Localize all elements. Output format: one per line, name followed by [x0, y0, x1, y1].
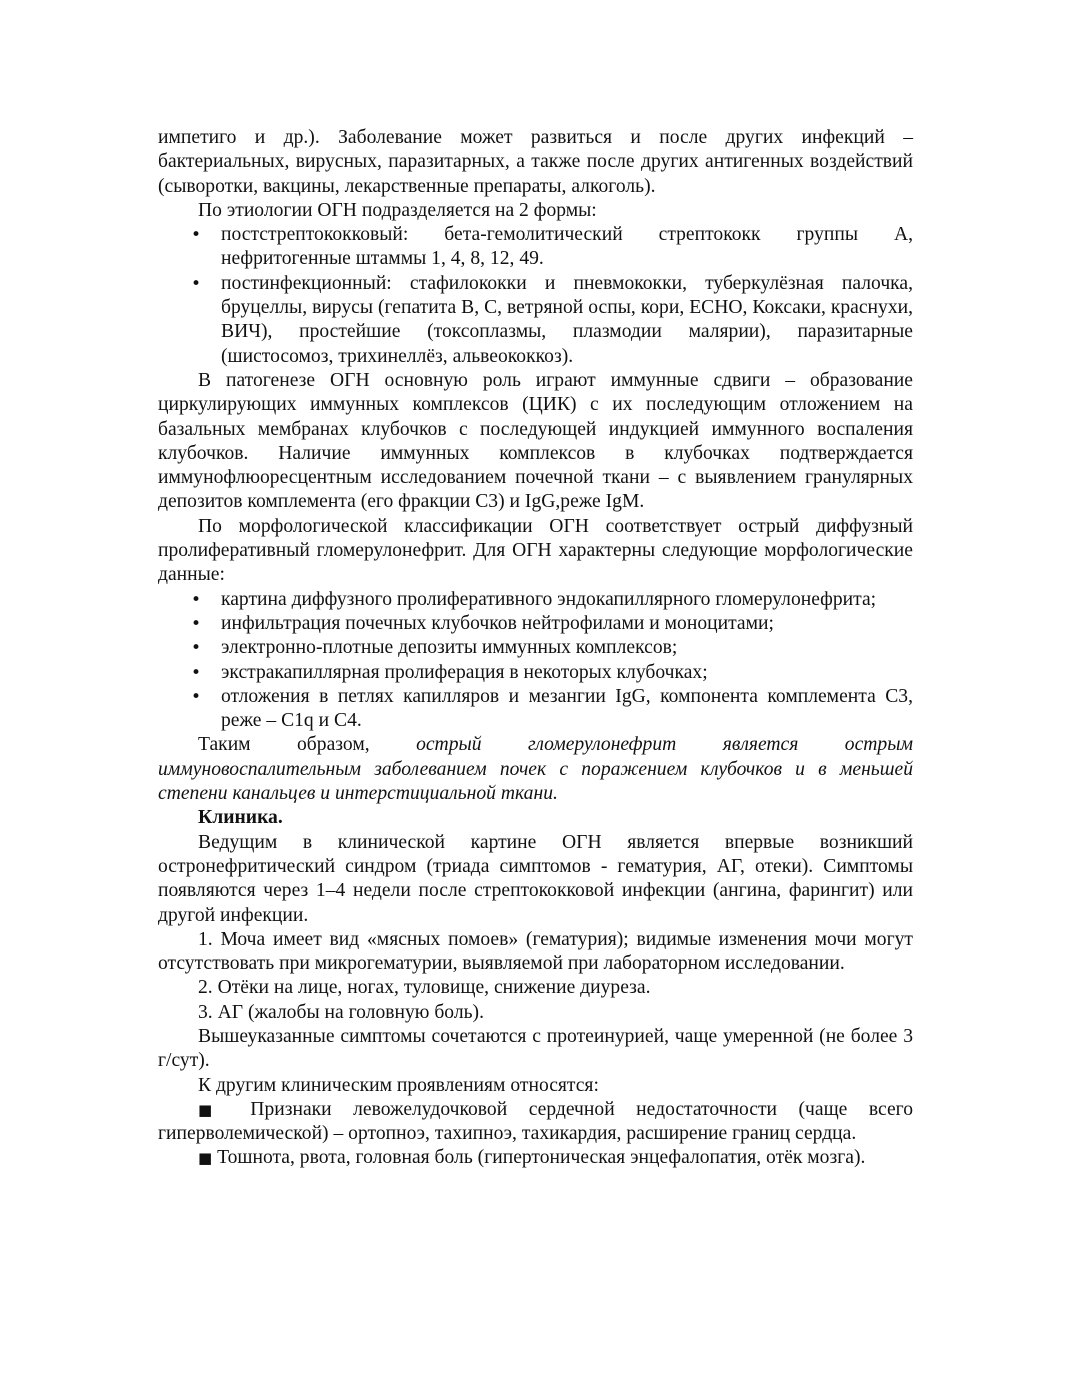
list-item: • отложения в петлях капилляров и мезангии IgG, компонента комплемента С3, реже – С1q и С4. — [158, 685, 913, 734]
square-item-text: Тошнота, рвота, головная боль (гипертоническая энцефалопатия, отёк мозга). — [217, 1147, 866, 1169]
list-item: • постстрептококковый: бета-гемолитический стрептококк группы А, нефритогенные штаммы 1, 4, 8, 12, 49. — [158, 223, 913, 272]
paragraph-etiology-intro: По этиологии ОГН подразделяется на 2 формы: — [198, 199, 597, 221]
square-item-2 — [158, 1146, 913, 1170]
paragraph-definition — [158, 733, 913, 806]
paragraph-clinic: Ведущим в клинической картине ОГН является впервые возникший остронефритический синдром (триада симптомов - гематурия, АГ, отеки). Симптомы появляются через 1–4 недели после стрептококковой инфекции (ангина, фарингит) или другой инфекции. — [158, 831, 913, 926]
definition-lead: Таким образом, — [198, 734, 370, 756]
paragraph-other-intro: К другим клиническим проявлениям относятся: — [198, 1074, 599, 1096]
section-heading: Клиника. — [198, 807, 283, 829]
paragraph-proteinuria: Вышеуказанные симптомы сочетаются с протеинурией, чаще умеренной (не более 3 г/сут). — [158, 1025, 913, 1072]
numbered-item-3: 3. АГ (жалобы на головную боль). — [198, 1001, 484, 1023]
paragraph-pathogenesis: В патогенезе ОГН основную роль играют иммунные сдвиги – образование циркулирующих иммунных комплексов (ЦИК) с их последующим отложением на базальных мембранах клубочков с последующей индукцией иммунного воспаления клубочков. Наличие иммунных комплексов в клубочках подтверждается иммунофлюоресцентным исследованием почечной ткани – с выявлением гранулярных депозитов комплемента (его фракции С3) и IgG,реже IgM. — [158, 369, 913, 513]
square-bullet-icon: ■ — [198, 1100, 229, 1119]
paragraph-infections: импетиго и др.). Заболевание может развиться и после других инфекций – бактериальных, вирусных, паразитарных, а также после других антигенных воздействий (сыворотки, вакцины, лекарственные препараты, алкоголь). — [158, 127, 913, 197]
definition-italic: острый гломерулонефрит является острым иммуновоспалительным заболеванием почек с поражением клубочков и в меньшей степени канальцев и интерстициальной ткани. — [158, 734, 914, 805]
list-item: • экстракапиллярная пролиферация в некоторых клубочках; — [158, 661, 913, 685]
square-item-1 — [158, 1098, 913, 1147]
list-item: • инфильтрация почечных клубочков нейтрофилами и моноцитами; — [158, 612, 913, 636]
document-page — [158, 126, 913, 1171]
square-bullet-icon: ■ — [198, 1149, 213, 1168]
numbered-item-2: 2. Отёки на лице, ногах, туловище, снижение диуреза. — [198, 977, 651, 999]
etiology-list — [158, 223, 913, 369]
paragraph-morphology-intro: По морфологической классификации ОГН соответствует острый диффузный пролиферативный гломерулонефрит. Для ОГН характерны следующие морфологические данные: — [158, 515, 913, 586]
list-item: • электронно-плотные депозиты иммунных комплексов; — [158, 636, 913, 660]
morphology-list — [158, 588, 913, 734]
list-item: • постинфекционный: стафилококки и пневмококки, туберкулёзная палочка, бруцеллы, вирусы (гепатита В, С, ветряной оспы, кори, ЕСНО, Коксаки, краснухи, ВИЧ), простейшие (токсоплазмы, плазмодии малярии), паразитарные (шистосомоз, трихинеллёз, альвеококкоз). — [158, 272, 913, 369]
list-item: • картина диффузного пролиферативного эндокапиллярного гломерулонефрита; — [158, 588, 913, 612]
numbered-item-1: 1. Моча имеет вид «мясных помоев» (гематурия); видимые изменения мочи могут отсутствовать при микрогематурии, выявляемой при лабораторном исследовании. — [158, 928, 913, 975]
square-item-text: Признаки левожелудочковой сердечной недостаточности (чаще всего гиперволемической) – ортопноэ, тахипноэ, тахикардия, расширение границ сердца. — [158, 1098, 913, 1145]
